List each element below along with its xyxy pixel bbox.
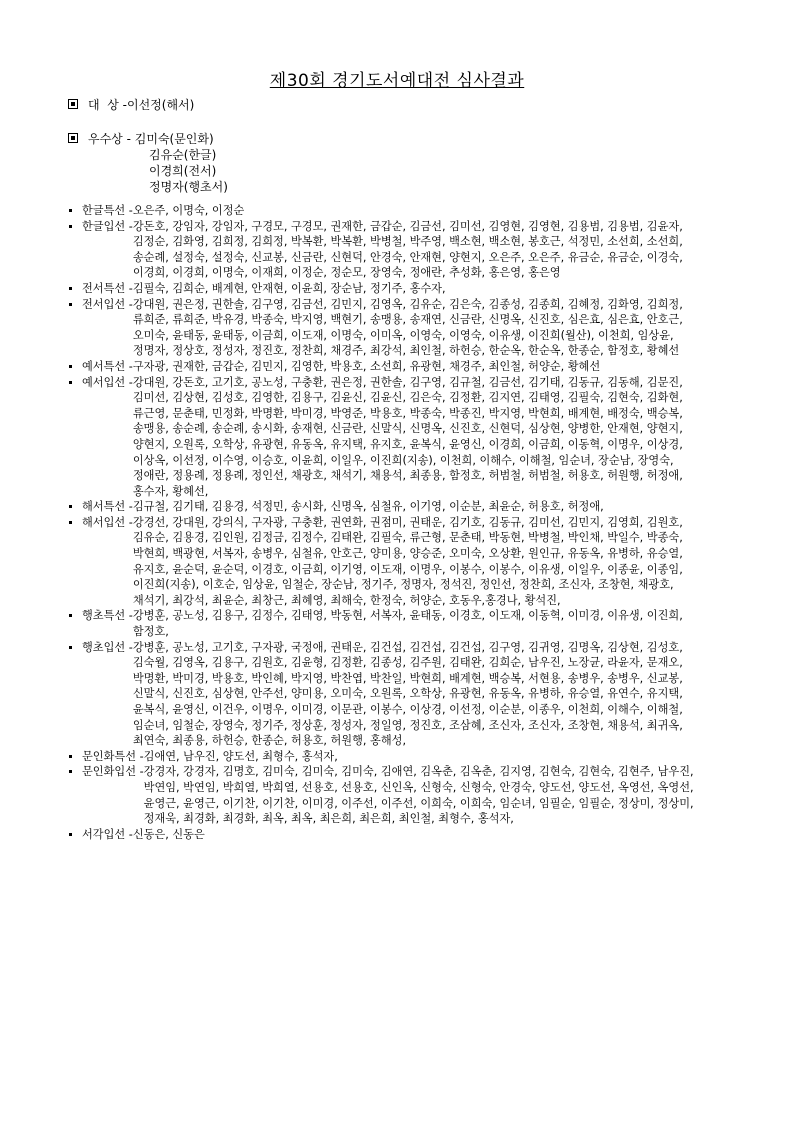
bullet-icon (68, 499, 82, 515)
category-label: 문인화특선 - (82, 749, 144, 763)
category-names: 강경자, 강경자, 김명호, 김미숙, 김미숙, 김미숙, 김애연, 김옥춘, 김옥춘, 김지영, 김현숙, 김현숙, 김현주, 남우진, 박연임, 박연임, 박희열, 박희열, 선용호, 선용호, 신인옥, 신형숙, 신형숙, 안경숙, 양도선, 양도선, 옥영선, 옥영선, 윤영근, 윤영근, 이기찬, 이기찬, 이미경, 이주선, 이주선, 이희숙, 이희숙, 임순녀, 임필순, 임필순, 정상미, 정상미, 정재욱, 최경화, 최경화, 최옥, 최옥, 최은희, 최은희, 최인철, 최형수, 홍석자, (143, 765, 694, 826)
bullet-icon (68, 297, 82, 359)
category-entry (68, 515, 708, 609)
grand-prize-winner: -이선정(해서) (122, 98, 195, 112)
category-entry (68, 499, 708, 515)
category-entry (68, 281, 708, 297)
category-label: 문인화입선 - (82, 765, 144, 779)
category-entry (68, 203, 708, 219)
category-names: 김애연, 남우진, 양도선, 최형수, 홍석자, (143, 749, 338, 763)
category-names: 강병훈, 공노성, 고기호, 구자광, 국정애, 권태운, 김건섭, 김건섭, 김건섭, 김구영, 김귀영, 김명옥, 김상현, 김성호, 김숙월, 김영옥, 김용구, 김원호, 김윤형, 김정환, 김종성, 김주원, 김태완, 김희순, 남우진, 노장균, 라윤자, 문재오, 박명환, 박미경, 박용호, 박인혜, 박지영, 박찬엽, 박찬일, 박현희, 배계현, 백승복, 서현용, 송병우, 송병우, 신교봉, 신말식, 신진호, 심상현, 안주선, 양미용, 오미숙, 오원록, 오학상, 유광현, 유동옥, 유병하, 유승열, 유연수, 유지택, 윤복식, 윤영신, 이건우, 이명우, 이미경, 이문관, 이봉수, 이상경, 이선정, 이순분, 이종우, 이천희, 이해수, 이해철, 임순녀, 임철순, 장영숙, 정기주, 정상훈, 정성자, 정일영, 정진호, 조삼혜, 조신자, 조신자, 조창현, 채용석, 최귀옥, 최연숙, 최종용, 하헌승, 한종순, 허용호, 허원행, 홍해성, (132, 640, 683, 748)
bullet-icon (68, 203, 82, 219)
category-label: 한글입선 - (82, 219, 133, 233)
grand-prize-line (68, 96, 194, 113)
category-entry (68, 640, 708, 749)
category-label: 행초특선 - (82, 609, 133, 623)
category-label: 예서특선 - (82, 359, 133, 373)
bullet-icon (68, 749, 82, 765)
excellence-winner: - 김미숙(문인화) (126, 132, 214, 146)
category-entry (68, 764, 708, 826)
category-names: 오은주, 이명숙, 이정순 (132, 204, 245, 217)
bullet-icon (68, 375, 82, 500)
category-names: 강경선, 강대원, 강의식, 구자광, 구충환, 권연화, 권점미, 권태운, 김기호, 김동규, 김미선, 김민지, 김영희, 김원호, 김유순, 김용경, 김인원, 김정금, 김정수, 김태완, 김필숙, 류근형, 문춘태, 박동현, 박병철, 박인채, 박일수, 박종숙, 박현희, 백광현, 서복자, 송병우, 심철유, 안호근, 양미용, 양승준, 오미숙, 오상환, 원인규, 유동옥, 유병하, 유승열, 유지호, 윤순덕, 윤순덕, 이경호, 이금희, 이기영, 이도재, 이명우, 이봉수, 이봉수, 이유생, 이일우, 이종윤, 이종임, 이진희(지송), 이호순, 임상윤, 임철순, 장순남, 정기주, 정명자, 정석진, 정인선, 정찬희, 조신자, 조창현, 채광호, 채석기, 최강석, 최윤순, 최창근, 최혜영, 최해숙, 한정숙, 허양순, 호동우,홍경나, 황석진, (132, 515, 683, 607)
bullet-icon (68, 640, 82, 749)
bullet-icon (68, 515, 82, 609)
category-names: 신동은, 신동은 (132, 827, 205, 841)
category-names: 강병훈, 공노성, 김용구, 김정수, 김태영, 박동현, 서복자, 윤태동, 이경호, 이도재, 이동혁, 이미경, 이유생, 이진희, 함정호, (132, 609, 683, 639)
category-names: 김규철, 김기태, 김용경, 석정민, 송시화, 신명옥, 심철유, 이기영, 이순분, 최윤순, 허용호, 허정애, (132, 500, 604, 514)
category-entry (68, 608, 708, 639)
grand-prize-label: 대 상 (88, 98, 119, 112)
excellence-winner: 이경희(전서) (149, 164, 217, 178)
bullet-icon (68, 359, 82, 375)
category-entry (68, 359, 708, 375)
category-names: 강돈호, 강임자, 강임자, 구경모, 구경모, 권재한, 금갑순, 김금선, 김미선, 김영현, 김영현, 김용범, 김용범, 김윤자, 김정순, 김화영, 김희정, 김희정, 박복환, 박복환, 박병철, 박주영, 백소현, 백소현, 봉호근, 석정민, 소선희, 소선희, 송순례, 설정숙, 설정숙, 신교봉, 신금란, 신현덕, 안경숙, 안재현, 양현지, 오은주, 오은주, 유금순, 유금순, 이경숙, 이경희, 이경희, 이명숙, 이재희, 이정순, 정순모, 장영숙, 정애란, 추성화, 홍은영, 홍은영 (132, 219, 683, 280)
category-label: 서각입선 - (82, 827, 133, 841)
category-entry (68, 297, 708, 359)
bullet-icon (68, 764, 82, 826)
bullet-icon (68, 608, 82, 639)
bullet-icon (68, 219, 82, 281)
category-label: 해서입선 - (82, 515, 133, 529)
category-label: 전서특선 - (82, 281, 133, 295)
category-label: 해서특선 - (82, 500, 133, 514)
category-label: 행초입선 - (82, 640, 133, 654)
category-entry (68, 219, 708, 281)
excellence-label: 우수상 (88, 132, 123, 146)
bullet-icon (68, 281, 82, 297)
checkbox-bullet-icon (68, 99, 78, 109)
category-entry (68, 749, 708, 765)
category-label: 예서입선 - (82, 375, 133, 389)
category-label: 전서입선 - (82, 297, 133, 311)
category-results-list (68, 203, 708, 842)
bullet-icon (68, 827, 82, 843)
category-names: 김필숙, 김희순, 배계현, 안재현, 이윤희, 장순남, 정기주, 홍수자, (132, 281, 446, 295)
excellence-winner: 김유순(한글) (149, 148, 217, 162)
checkbox-bullet-icon (68, 133, 78, 143)
excellence-winner: 정명자(행초서) (149, 180, 228, 194)
category-label: 한글특선 - (82, 204, 133, 217)
category-names: 구자광, 권재한, 금갑순, 김민지, 김영한, 박용호, 소선희, 유광현, 채경주, 최인철, 허양순, 황혜선 (132, 359, 601, 373)
excellence-line (68, 130, 214, 147)
category-names: 강대원, 강돈호, 고기호, 공노성, 구충환, 권은정, 권한솔, 김구영, 김규철, 김금선, 김기태, 김동규, 김동해, 김문진, 김미선, 김상현, 김성호, 김영한, 김용구, 김윤신, 김윤신, 김은숙, 김정환, 김지연, 김태영, 김필숙, 김현숙, 김화현, 류근영, 문춘태, 민정화, 박명환, 박미경, 박영준, 박용호, 박종숙, 박종진, 박지영, 박현희, 배계현, 배정숙, 백승복, 송맹용, 송순례, 송순례, 송시화, 송재현, 신금란, 신말식, 신명옥, 신진호, 신현덕, 심상현, 양병한, 안재현, 양현지, 양현지, 오원록, 오학상, 유광현, 유동옥, 유지택, 유지호, 윤복식, 윤영신, 이경희, 이금희, 이동혁, 이명우, 이상경, 이상옥, 이선정, 이수영, 이승호, 이윤희, 이일우, 이진희(지송), 이천희, 이해수, 이해철, 임순녀, 장순남, 장영숙, 정애란, 정용례, 정용례, 정인선, 채광호, 채석기, 채용석, 최종용, 함정호, 허범철, 허범철, 허용호, 허원행, 허정애, 홍수자, 황혜선, (132, 375, 683, 498)
page-title: 제30회 경기도서예대전 심사결과 (269, 71, 525, 91)
category-entry (68, 375, 708, 500)
category-names: 강대원, 권은정, 권한솔, 김구영, 김금선, 김민지, 김영옥, 김유순, 김은숙, 김종성, 김종희, 김혜정, 김화영, 김희정, 류희준, 류희준, 박유경, 박종숙, 박지영, 백현기, 송맹용, 송재연, 신금란, 신명옥, 신진호, 심은효, 심은효, 안호근, 오미숙, 윤태동, 윤태동, 이금희, 이도재, 이명숙, 이미옥, 이영숙, 이영숙, 이유생, 이진희(월산), 이천희, 임상윤, 정명자, 정상호, 정성자, 정진호, 정찬희, 채경주, 최강석, 최인철, 하헌승, 한순옥, 한순옥, 한종순, 함정호, 황혜선 (132, 297, 683, 358)
category-entry (68, 827, 708, 843)
